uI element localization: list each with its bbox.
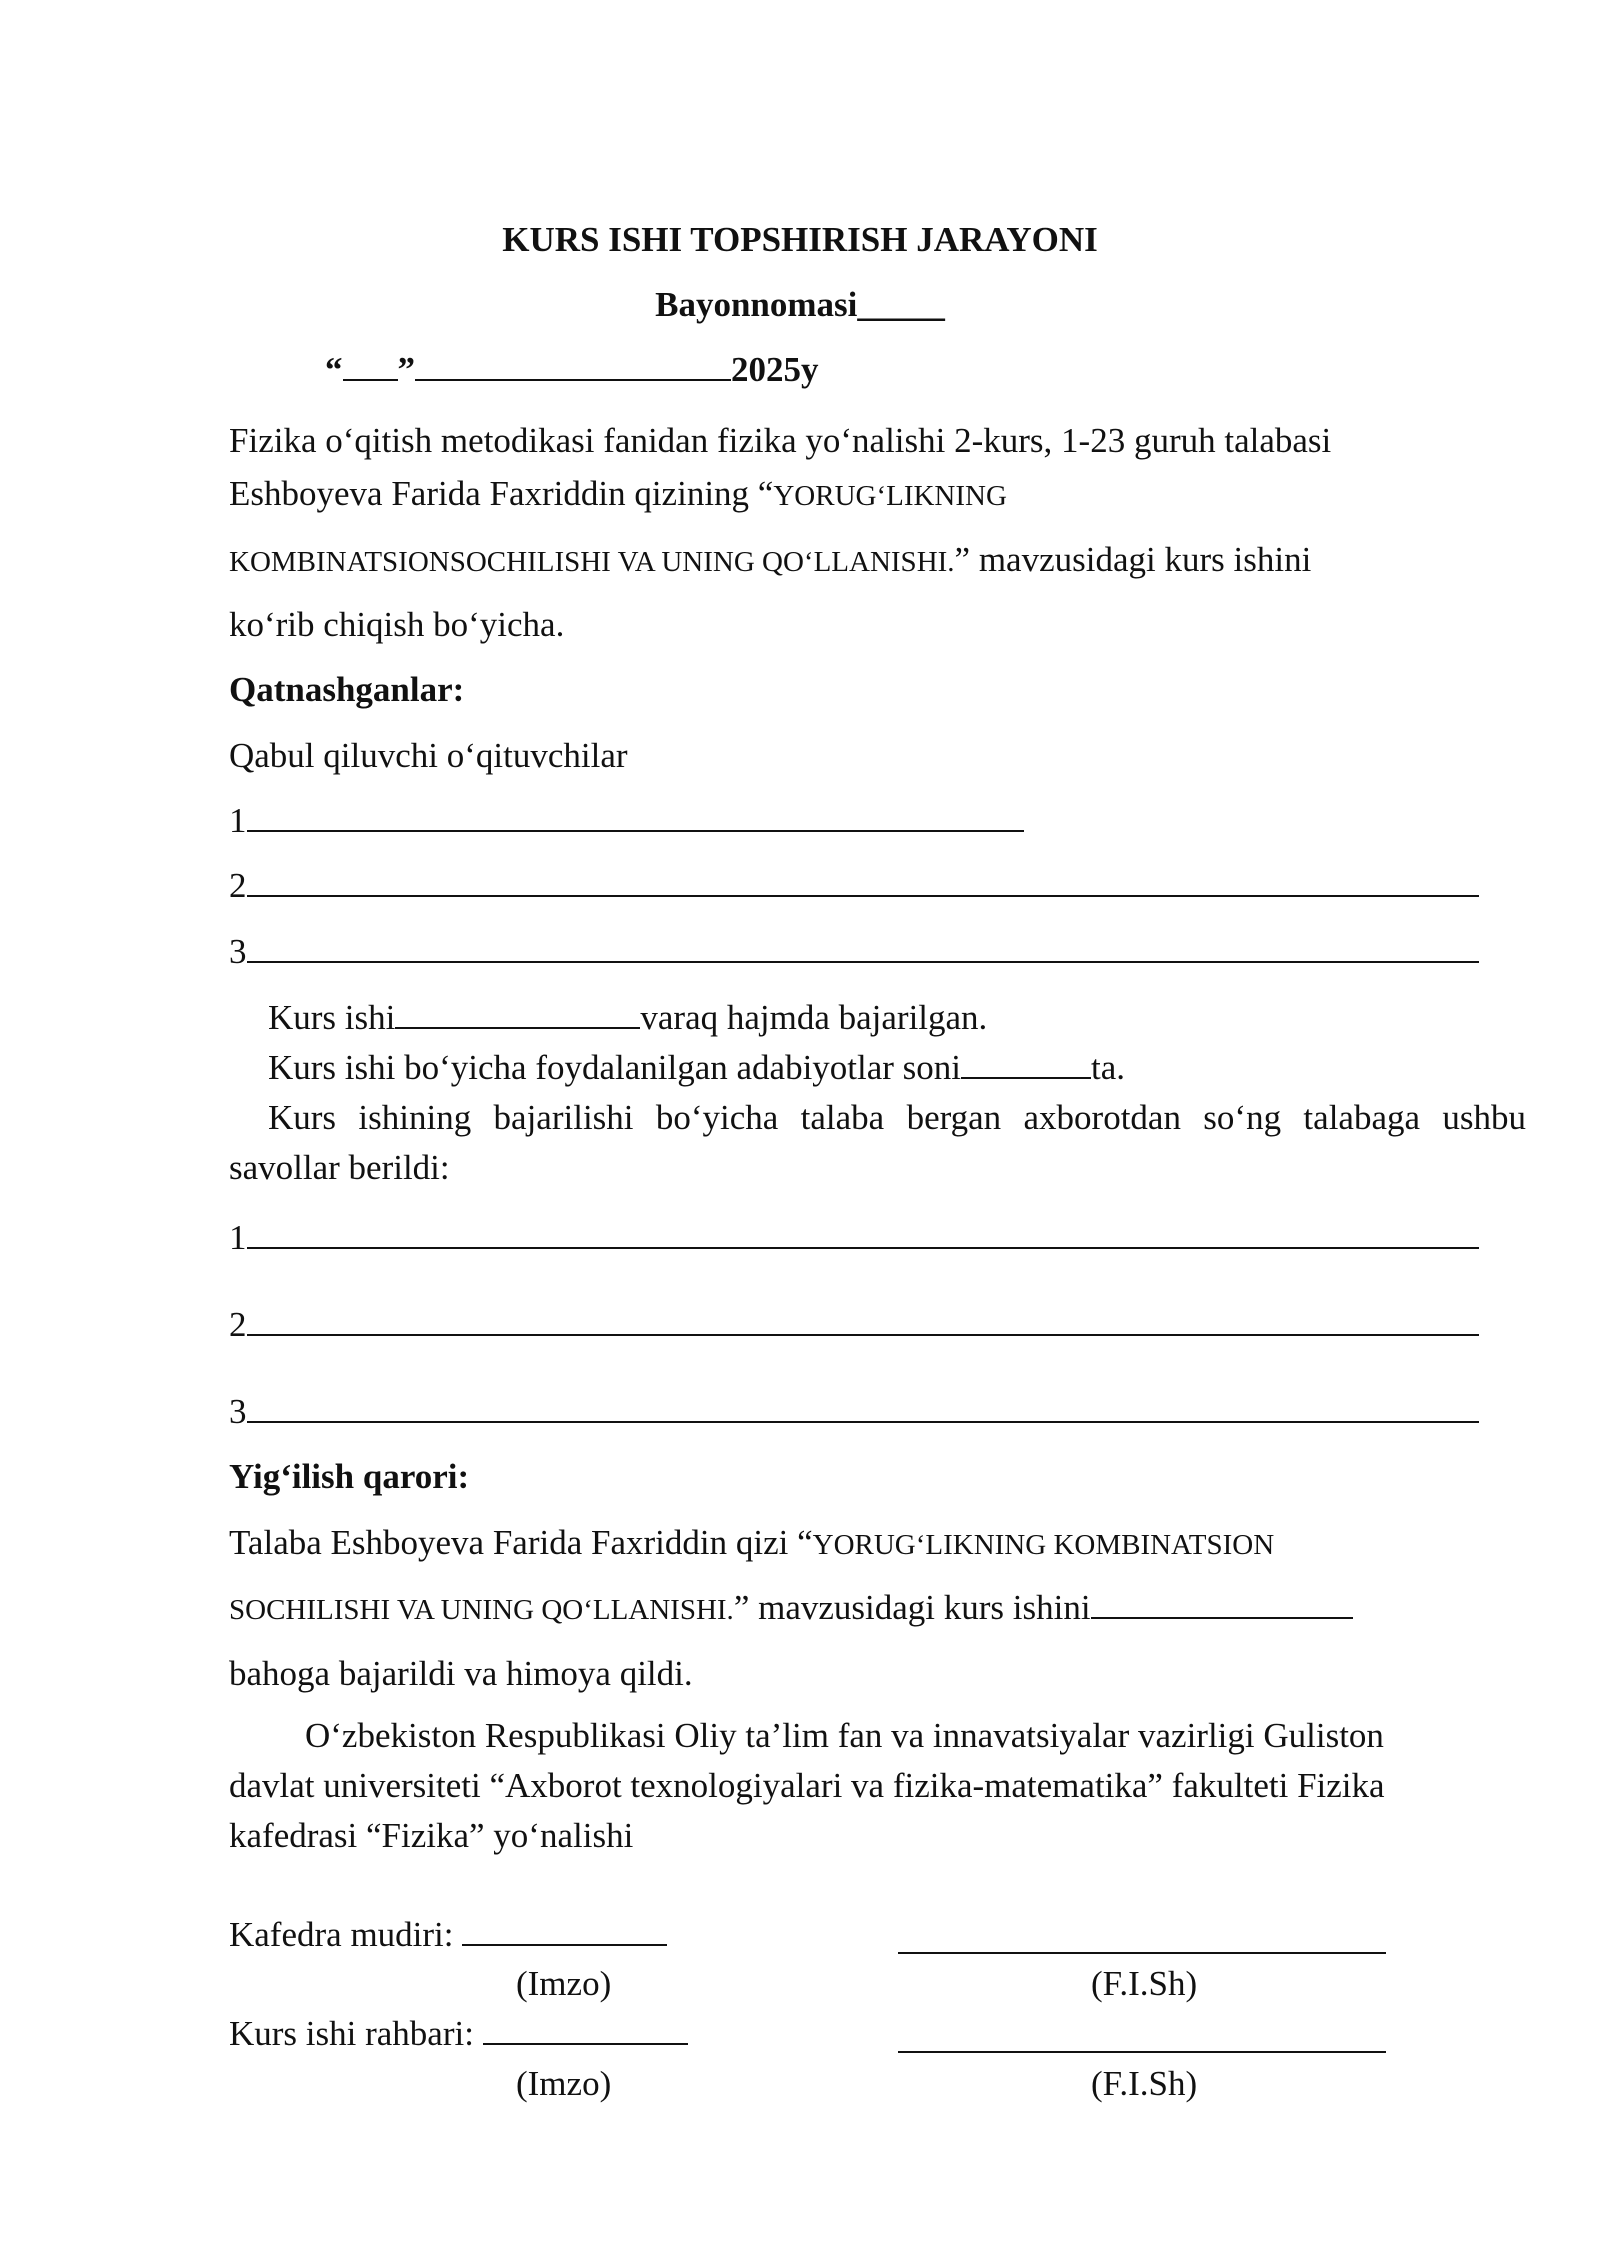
document-title: KURS ISHI TOPSHIRISH JARAYONI xyxy=(502,220,1098,259)
questions-intro-line-2: savollar berildi: xyxy=(229,1148,450,1187)
intro-topic-caps-cont: KOMBINATSIONSOCHILISHI VA UNING QO‘LLANISHI. xyxy=(229,546,955,578)
question-number-2: 2 xyxy=(229,1305,247,1344)
participant-number-3: 3 xyxy=(229,932,247,971)
supervisor-label: Kurs ishi rahbari: xyxy=(229,2014,474,2053)
date-year: 2025y xyxy=(731,350,819,389)
document-subtitle: Bayonnomasi_____ xyxy=(655,285,945,324)
supervisor-sign-caption: (Imzo) xyxy=(516,2064,612,2103)
participant-blank-1[interactable] xyxy=(247,800,1024,832)
decision-line-1 xyxy=(229,1521,1274,1567)
supervisor-signature-blank[interactable] xyxy=(483,2013,688,2045)
decision-line-2 xyxy=(229,1586,1353,1632)
decision-topic-caps-cont: SOCHILISHI VA UNING QO‘LLANISHI. xyxy=(229,1594,734,1626)
supervisor-line xyxy=(229,2012,688,2056)
participants-subheading: Qabul qiluvchi o‘qituvchilar xyxy=(229,736,628,775)
date-close-quote: ” xyxy=(397,350,415,389)
decision-topic-caps: YORUG‘LIKNING KOMBINATSION xyxy=(812,1529,1275,1561)
head-of-department-line xyxy=(229,1913,667,1957)
question-line-3 xyxy=(229,1390,1479,1434)
date-open-quote: “ xyxy=(325,350,343,389)
question-blank-1[interactable] xyxy=(247,1217,1479,1249)
question-blank-3[interactable] xyxy=(247,1391,1479,1423)
participant-blank-2[interactable] xyxy=(247,865,1479,897)
head-label: Kafedra mudiri: xyxy=(229,1915,454,1954)
participant-number-1: 1 xyxy=(229,801,247,840)
head-sign-caption: (Imzo) xyxy=(516,1964,612,2003)
head-name-blank[interactable] xyxy=(898,1922,1386,1954)
pages-suffix: varaq hajmda bajarilgan. xyxy=(640,998,988,1037)
pages-prefix: Kurs ishi xyxy=(268,998,396,1037)
intro-student-text: Eshboyeva Farida Faxriddin qizining “ xyxy=(229,474,774,513)
intro-topic-caps: YORUG‘LIKNING xyxy=(773,480,1007,512)
participant-line-2 xyxy=(229,864,1479,908)
questions-intro-line-1: Kurs ishining bajarilishi bo‘yicha talaba bergan axborotdan so‘ng talabaga ushbu xyxy=(268,1098,1526,1137)
question-number-3: 3 xyxy=(229,1392,247,1431)
participant-blank-3[interactable] xyxy=(247,931,1479,963)
decision-topic-suffix: ” mavzusidagi kurs ishini xyxy=(733,1588,1091,1627)
pages-line xyxy=(268,996,987,1040)
intro-line-1: Fizika o‘qitish metodikasi fanidan fizika yo‘nalishi 2-kurs, 1-23 guruh talabasi xyxy=(229,421,1332,460)
day-blank xyxy=(343,349,398,381)
participants-heading: Qatnashganlar: xyxy=(229,670,465,709)
participant-number-2: 2 xyxy=(229,866,247,905)
intro-line-3 xyxy=(229,538,1311,584)
institution-line-1: O‘zbekiston Respublikasi Oliy ta’lim fan va innavatsiyalar vazirligi Guliston xyxy=(305,1716,1384,1755)
question-line-2 xyxy=(229,1303,1479,1347)
institution-line-2: davlat universiteti “Axborot texnologiyalari va fizika-matematika” fakulteti Fizika xyxy=(229,1766,1385,1805)
supervisor-name-caption: (F.I.Sh) xyxy=(1091,2064,1198,2103)
refs-blank[interactable] xyxy=(961,1047,1091,1079)
decision-line-3: bahoga bajarildi va himoya qildi. xyxy=(229,1654,693,1693)
decision-student-text: Talaba Eshboyeva Farida Faxriddin qizi “ xyxy=(229,1523,813,1562)
question-number-1: 1 xyxy=(229,1218,247,1257)
decision-heading: Yig‘ilish qarori: xyxy=(229,1457,470,1496)
intro-line-4: ko‘rib chiqish bo‘yicha. xyxy=(229,605,565,644)
head-name-caption: (F.I.Sh) xyxy=(1091,1964,1198,2003)
pages-blank[interactable] xyxy=(395,997,640,1029)
intro-topic-suffix: ” mavzusidagi kurs ishini xyxy=(954,540,1312,579)
grade-blank[interactable] xyxy=(1091,1587,1353,1619)
institution-line-3: kafedrasi “Fizika” yo‘nalishi xyxy=(229,1816,634,1855)
question-blank-2[interactable] xyxy=(247,1304,1479,1336)
date-line xyxy=(325,348,819,392)
references-line xyxy=(268,1046,1125,1090)
participant-line-3 xyxy=(229,930,1479,974)
supervisor-name-blank[interactable] xyxy=(898,2021,1386,2053)
refs-suffix: ta. xyxy=(1091,1048,1126,1087)
participant-line-1 xyxy=(229,799,1024,843)
month-blank xyxy=(415,349,731,381)
question-line-1 xyxy=(229,1216,1479,1260)
intro-line-2 xyxy=(229,472,1007,518)
head-signature-blank[interactable] xyxy=(462,1914,667,1946)
refs-prefix: Kurs ishi bo‘yicha foydalanilgan adabiyotlar soni xyxy=(268,1048,962,1087)
